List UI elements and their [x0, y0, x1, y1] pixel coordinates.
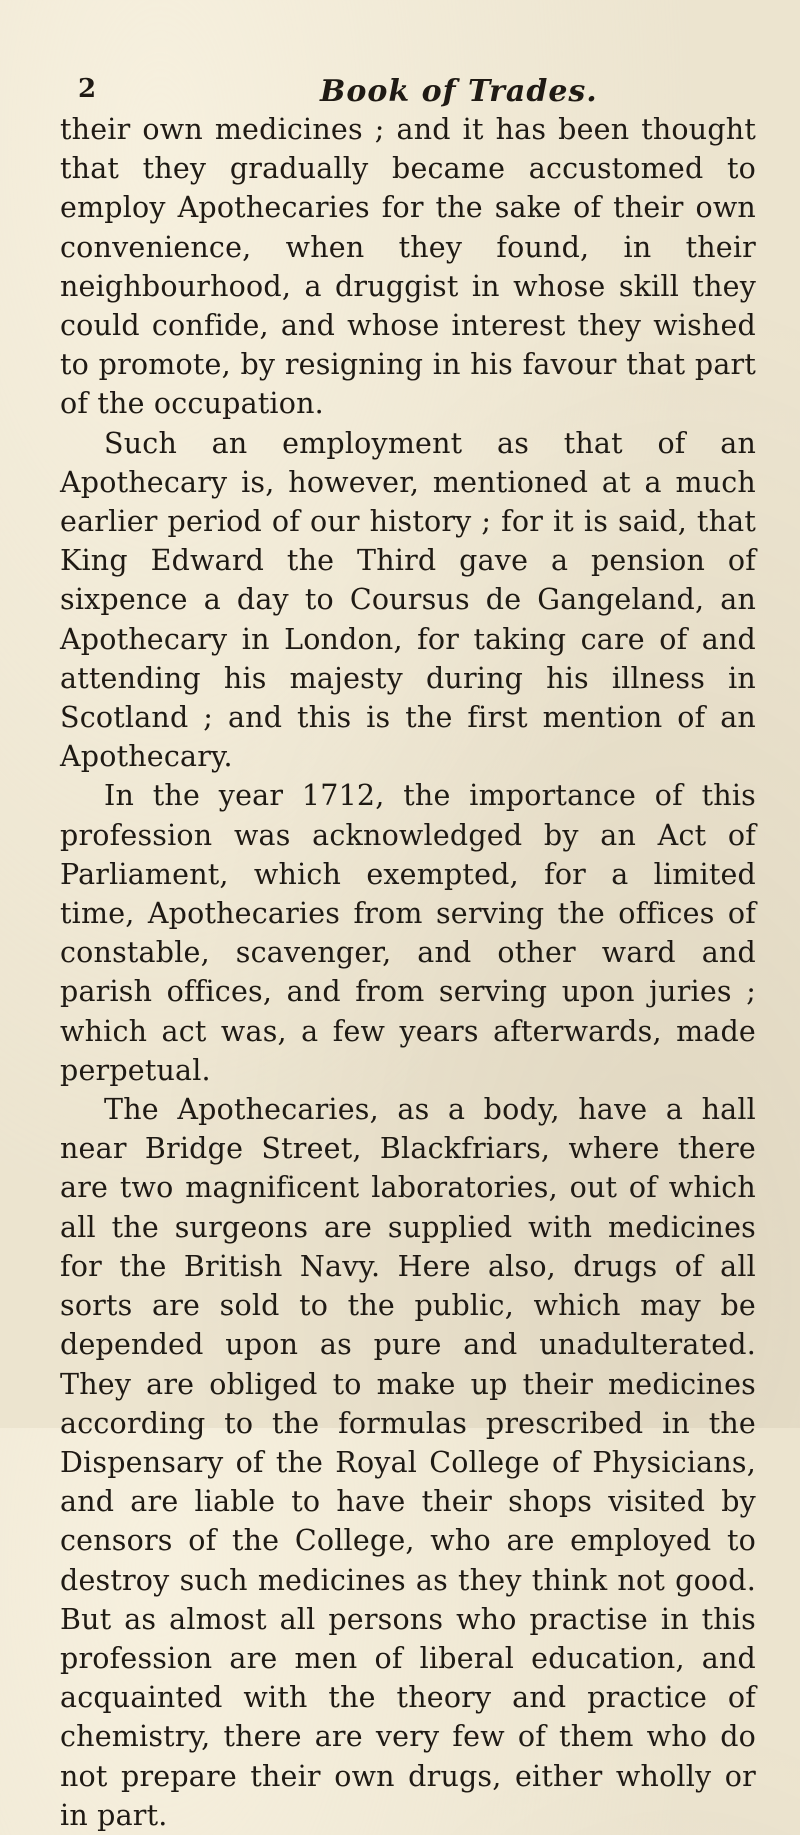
paragraph-4: The Apothecaries, as a body, have a hall near Bridge Street, Blackfriars, where there are two magnificent laboratories, out of which all the surgeons are supplied with medicines for the British Navy. Here also, drugs of all sorts are sold to the public, which may be depended upon as pure and unadulterated. They are obliged to make up their medicines according to the formulas prescribed in the Dispensary of the Royal College of Physicians, and are liable to have their shops visited by censors of the College, who are employed to destroy such medicines as they think not good. But as almost all persons who practise in this profession are men of liberal education, and acquainted with the theory and practice of chemistry, there are very few of them who do not prepare their own drugs, either wholly or in part.	[60, 1093, 756, 1832]
body-text	[60, 110, 756, 1835]
running-head	[60, 44, 756, 109]
page-number: 2	[78, 74, 97, 104]
paragraph-1: their own medicines ; and it has been thought that they gradually became accustomed to employ Apothecaries for the sake of their own convenience, when they found, in their neighbourhood, a druggist in whose skill they could confide, and whose interest they wished to promote, by resigning in his favour that part of the occupation.	[60, 113, 756, 421]
paragraph-3: In the year 1712, the importance of this profession was acknowledged by an Act of Parliament, which exempted, for a limited time, Apothecaries from serving the offices of constable, scavenger, and other ward and parish offices, and from serving upon juries ; which act was, a few years afterwards, made perpetual.	[60, 779, 756, 1087]
running-title: Book of Trades.	[320, 74, 598, 109]
paragraph-2: Such an employment as that of an Apothecary is, however, mentioned at a much earlier period of our history ; for it is said, that King Edward the Third gave a pension of sixpence a day to Coursus de Gangeland, an Apothecary in London, for taking care of and attending his majesty during his illness in Scotland ; and this is the first mention of an Apothecary.	[60, 426, 756, 774]
